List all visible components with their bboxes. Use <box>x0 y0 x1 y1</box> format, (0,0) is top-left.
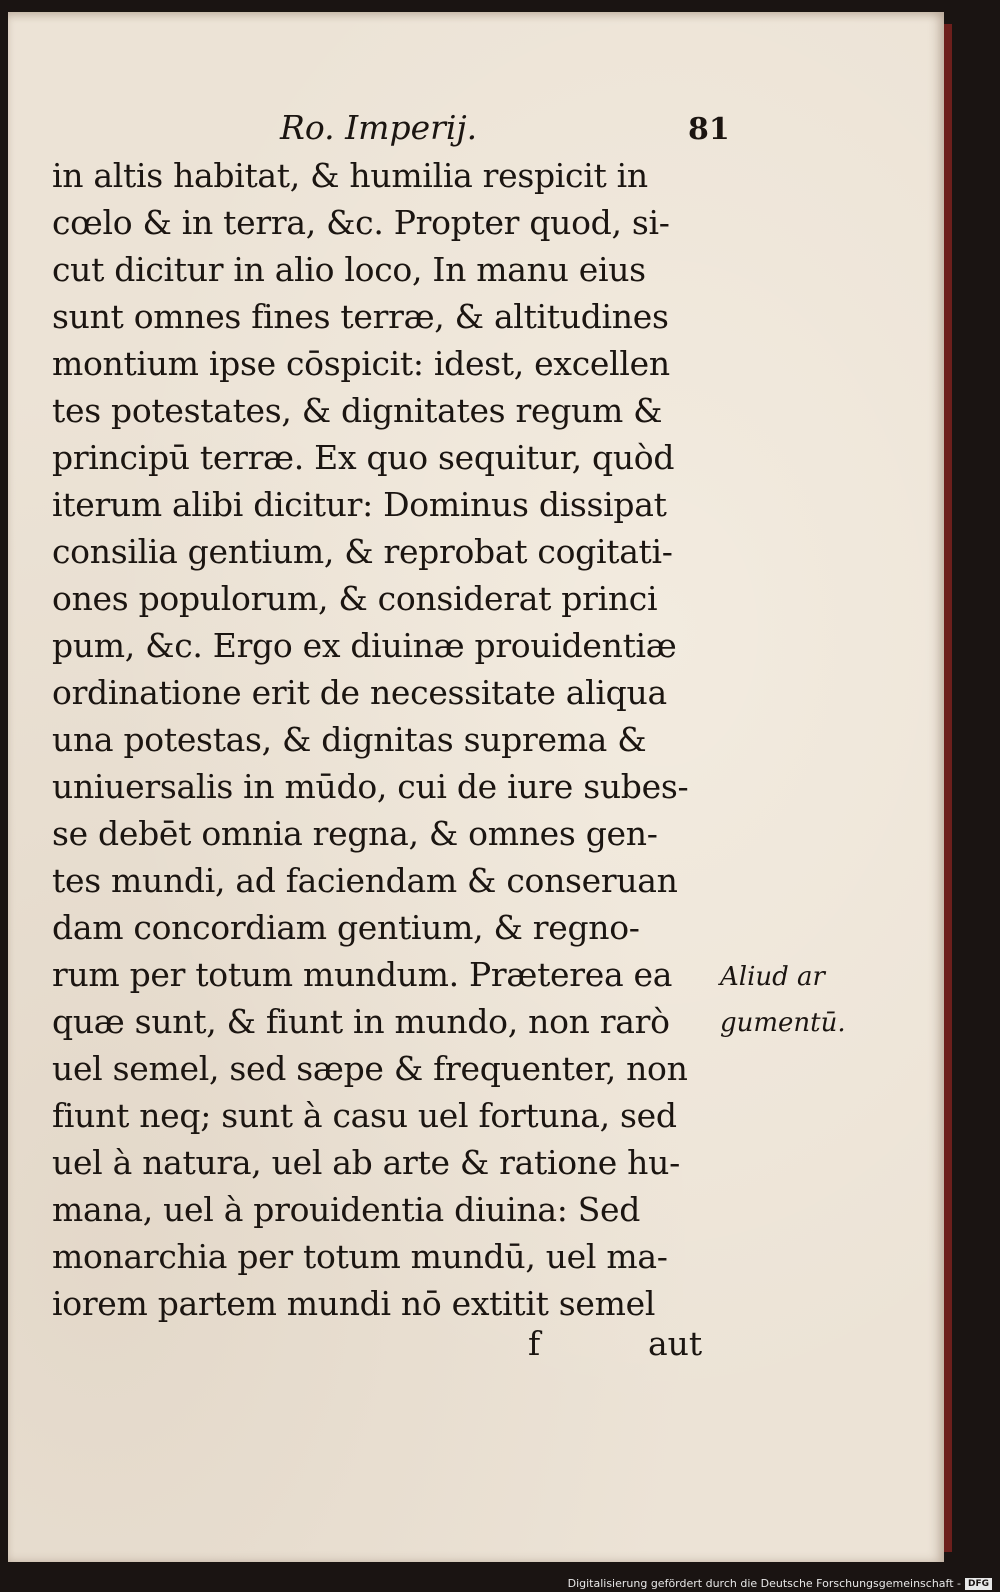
text-line: se debēt omnia regna, & omnes gen- <box>52 814 658 853</box>
text-line: uniuersalis in mūdo, cui de iure subes- <box>52 767 689 806</box>
text-line: sunt omnes fines terræ, & altitudines <box>52 297 669 336</box>
dfg-logo: DFG <box>965 1578 992 1590</box>
text-line: rum per totum mundum. Præterea ea <box>52 955 673 994</box>
binding-edge <box>944 24 952 1552</box>
text-line: ones populorum, & considerat princi <box>52 579 658 618</box>
body-text <box>52 152 732 1327</box>
text-line: ordinatione erit de necessitate aliqua <box>52 673 667 712</box>
text-line: tes potestates, & dignitates regum & <box>52 391 663 430</box>
page-number: 81 <box>688 112 730 147</box>
text-line: mana, uel à prouidentia diuina: Sed <box>52 1190 641 1229</box>
text-line: principū terræ. Ex quo sequitur, quòd <box>52 438 675 477</box>
marginal-note-line: Aliud ar <box>720 962 825 992</box>
text-line: fiunt neq; sunt à casu uel fortuna, sed <box>52 1096 677 1135</box>
marginal-note-line: gumentū. <box>720 1008 846 1038</box>
catchword: aut <box>648 1324 703 1363</box>
text-line: dam concordiam gentium, & regno- <box>52 908 640 947</box>
text-line: iorem partem mundi nō extitit semel <box>52 1284 656 1323</box>
signature-mark: f <box>528 1324 541 1363</box>
text-line: consilia gentium, & reprobat cogitati- <box>52 532 673 571</box>
text-line: monarchia per totum mundū, uel ma- <box>52 1237 668 1276</box>
digitization-credit <box>568 1577 992 1590</box>
credit-text: Digitalisierung gefördert durch die Deutsche Forschungsgemeinschaft - <box>567 1577 961 1590</box>
text-line: uel semel, sed sæpe & frequenter, non <box>52 1049 688 1088</box>
running-title: Ro. Imperij. <box>280 108 478 147</box>
book-page <box>8 12 944 1562</box>
text-line: cut dicitur in alio loco, In manu eius <box>52 250 646 289</box>
text-line: una potestas, & dignitas suprema & <box>52 720 647 759</box>
text-line: quæ sunt, & fiunt in mundo, non rarò <box>52 1002 670 1041</box>
text-line: iterum alibi dicitur: Dominus dissipat <box>52 485 667 524</box>
text-line: tes mundi, ad faciendam & conseruan <box>52 861 678 900</box>
marginal-note <box>720 954 846 1046</box>
text-line: montium ipse cōspicit: idest, excellen <box>52 344 670 383</box>
text-line: pum, &c. Ergo ex diuinæ prouidentiæ <box>52 626 677 665</box>
text-line: uel à natura, uel ab arte & ratione hu- <box>52 1143 680 1182</box>
text-line: cœlo & in terra, &c. Propter quod, si- <box>52 203 670 242</box>
text-line: in altis habitat, & humilia respicit in <box>52 156 648 195</box>
